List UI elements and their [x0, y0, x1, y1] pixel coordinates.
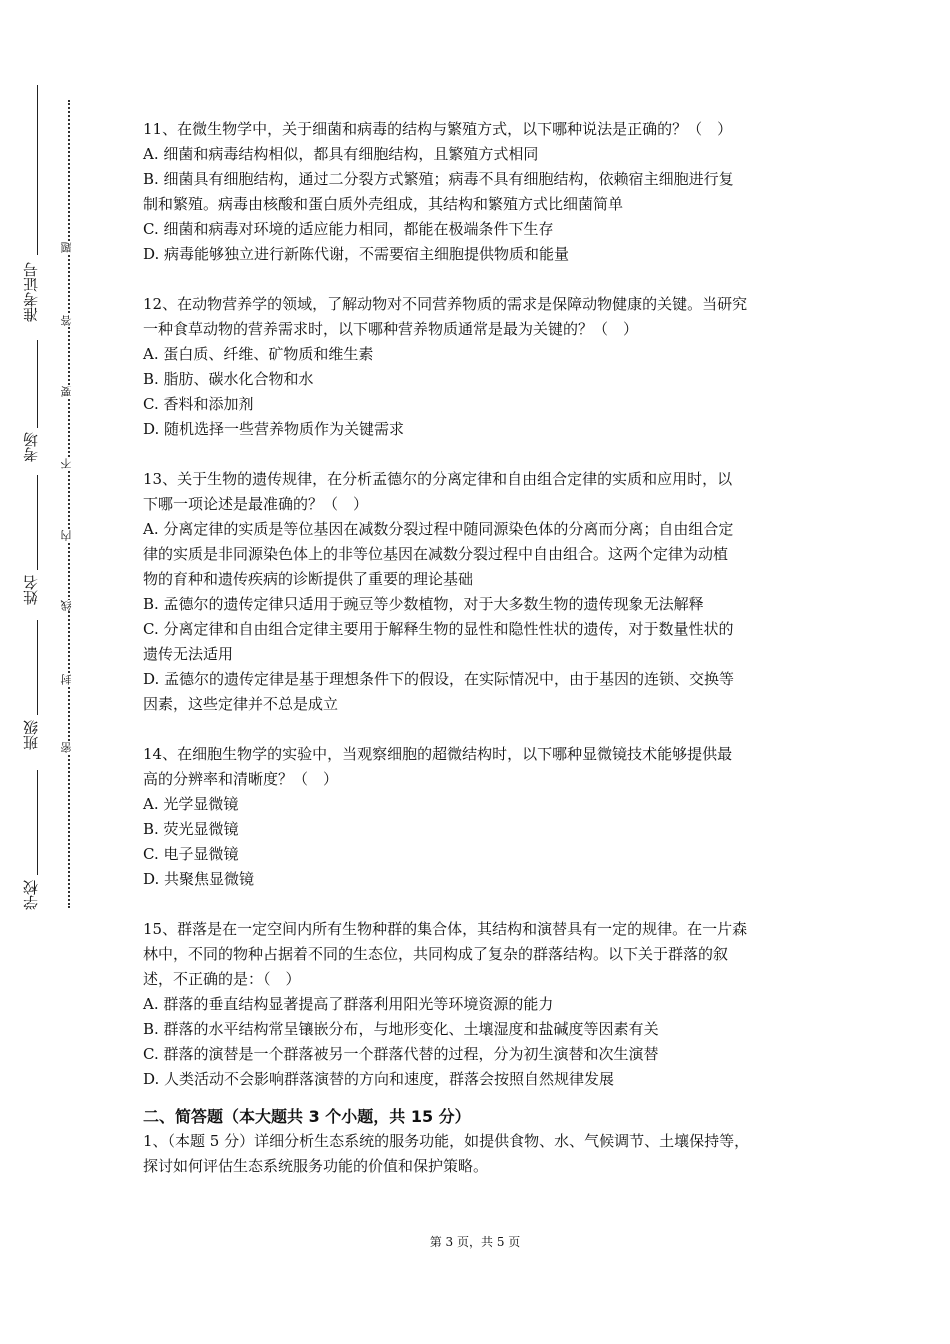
option-b: B. 孟德尔的遗传定律只适用于豌豆等少数植物，对于大多数生物的遗传现象无法解释 — [143, 595, 704, 613]
option-c: C. 分离定律和自由组合定律主要用于解释生物的显性和隐性性状的遗传，对于数量性状的 — [143, 620, 734, 638]
option-d: D. 病毒能够独立进行新陈代谢，不需要宿主细胞提供物质和能量 — [143, 245, 570, 263]
question-12 — [143, 292, 813, 442]
option-b: B. 荧光显微镜 — [143, 820, 239, 838]
name-field: 姓名 — [22, 575, 40, 605]
school-line — [37, 770, 38, 875]
seal-char: 线 — [61, 600, 77, 611]
seal-char: 答 — [61, 315, 77, 326]
seal-char: 不 — [61, 458, 77, 469]
question-14 — [143, 742, 813, 892]
question-stem-cont: 述，不正确的是：（ ） — [143, 970, 301, 988]
option-d: D. 人类活动不会影响群落演替的方向和速度，群落会按照自然规律发展 — [143, 1070, 615, 1088]
exam-content — [143, 117, 813, 1179]
seal-char: 封 — [61, 674, 77, 685]
option-d: D. 随机选择一些营养物质作为关键需求 — [143, 420, 405, 438]
essay-question-1 — [143, 1129, 813, 1179]
question-15 — [143, 917, 813, 1092]
class-line — [37, 620, 38, 715]
option-d-cont: 因素，这些定律并不总是成立 — [143, 695, 339, 713]
name-line — [37, 475, 38, 570]
essay-text-cont: 探讨如何评估生态系统服务功能的价值和保护策略。 — [143, 1157, 489, 1175]
seal-char: 密 — [61, 742, 77, 753]
option-a: A. 细菌和病毒结构相似，都具有细胞结构，且繁殖方式相同 — [143, 145, 539, 163]
question-stem: 13、关于生物的遗传规律，在分析孟德尔的分离定律和自由组合定律的实质和应用时，以 — [143, 470, 733, 488]
option-b: B. 细菌具有细胞结构，通过二分裂方式繁殖；病毒不具有细胞结构，依赖宿主细胞进行复 — [143, 170, 734, 188]
ticket-number-line — [37, 85, 38, 255]
option-d: D. 孟德尔的遗传定律是基于理想条件下的假设，在实际情况中，由于基因的连锁、交换等 — [143, 670, 735, 688]
seal-dotted-line — [68, 100, 70, 908]
option-a: A. 蛋白质、纤维、矿物质和维生素 — [143, 345, 374, 363]
exam-room-field: 考场 — [22, 432, 40, 462]
school-field: 学校 — [22, 880, 40, 910]
question-stem-cont: 一种食草动物的营养需求时，以下哪种营养物质通常是最为关键的？（ ） — [143, 320, 639, 338]
ticket-number-field: 准考证号 — [22, 262, 40, 322]
question-stem-cont: 林中，不同的物种占据着不同的生态位，共同构成了复杂的群落结构。以下关于群落的叙 — [143, 945, 729, 963]
seal-char: 题 — [61, 242, 77, 253]
option-b: B. 脂肪、碳水化合物和水 — [143, 370, 314, 388]
option-b: B. 群落的水平结构常呈镶嵌分布，与地形变化、土壤湿度和盐碱度等因素有关 — [143, 1020, 659, 1038]
question-stem: 11、在微生物学中，关于细菌和病毒的结构与繁殖方式，以下哪种说法是正确的？（ ） — [143, 120, 733, 138]
option-a-cont: 律的实质是非同源染色体上的非等位基因在减数分裂过程中自由组合。这两个定律为动植 — [143, 545, 729, 563]
essay-text: 1、（本题 5 分）详细分析生态系统的服务功能，如提供食物、水、气候调节、土壤保持等， — [143, 1132, 750, 1150]
question-13 — [143, 467, 813, 717]
option-c: C. 电子显微镜 — [143, 845, 239, 863]
option-a: A. 光学显微镜 — [143, 795, 239, 813]
option-c-cont: 遗传无法适用 — [143, 645, 234, 663]
seal-char: 要 — [61, 386, 77, 397]
question-stem: 14、在细胞生物学的实验中，当观察细胞的超微结构时，以下哪种显微镜技术能够提供最 — [143, 745, 733, 763]
option-c: C. 细菌和病毒对环境的适应能力相同，都能在极端条件下生存 — [143, 220, 554, 238]
page-number: 第 3 页，共 5 页 — [429, 1235, 521, 1249]
seal-char: 内 — [61, 530, 77, 541]
option-c: C. 香料和添加剂 — [143, 395, 254, 413]
option-a-cont: 物的育种和遗传疾病的诊断提供了重要的理论基础 — [143, 570, 474, 588]
option-b-cont: 制和繁殖。病毒由核酸和蛋白质外壳组成，其结构和繁殖方式比细菌简单 — [143, 195, 624, 213]
option-a: A. 分离定律的实质是等位基因在减数分裂过程中随同源染色体的分离而分离；自由组合定 — [143, 520, 734, 538]
question-stem: 15、群落是在一定空间内所有生物种群的集合体，其结构和演替具有一定的规律。在一片森 — [143, 920, 748, 938]
question-stem-cont: 高的分辨率和清晰度？（ ） — [143, 770, 339, 788]
class-field: 班级 — [22, 720, 40, 750]
option-d: D. 共聚焦显微镜 — [143, 870, 255, 888]
question-stem: 12、在动物营养学的领域，了解动物对不同营养物质的需求是保障动物健康的关键。当研究 — [143, 295, 748, 313]
option-a: A. 群落的垂直结构显著提高了群落利用阳光等环境资源的能力 — [143, 995, 554, 1013]
question-11 — [143, 117, 813, 267]
exam-room-line — [37, 340, 38, 428]
question-stem-cont: 下哪一项论述是最准确的？（ ） — [143, 495, 369, 513]
section-title: 二、简答题（本大题共 3 个小题，共 15 分） — [143, 1107, 471, 1126]
option-c: C. 群落的演替是一个群落被另一个群落代替的过程，分为初生演替和次生演替 — [143, 1045, 659, 1063]
